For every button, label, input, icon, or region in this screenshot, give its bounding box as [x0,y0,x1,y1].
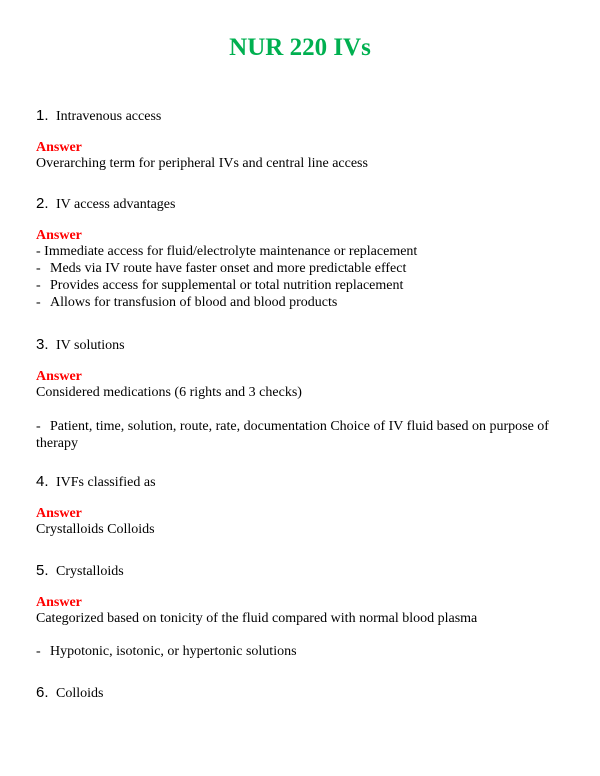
answer-label: Answer [36,228,82,243]
answer-label: Answer [36,506,82,521]
question-text: IVFs classified as [56,475,156,490]
bullet-text: Allows for transfusion of blood and blood products [50,295,338,310]
answer-label: Answer [36,140,82,155]
bullet-dash: - [36,278,41,293]
document-title: NUR 220 IVs [229,34,371,61]
answer-text: Considered medications (6 rights and 3 checks) [36,385,302,400]
answer-text: Overarching term for peripheral IVs and central line access [36,156,368,171]
bullet-text: Patient, time, solution, route, rate, documentation Choice of IV fluid based on purpose of therapy [36,419,549,451]
question-text: Crystalloids [56,564,124,579]
question-text: Colloids [56,686,104,701]
answer-bullet [36,418,556,452]
question-1 [36,108,161,125]
answer-text: Categorized based on tonicity of the fluid compared with normal blood plasma [36,611,478,626]
question-text: IV access advantages [56,197,176,212]
answer-text: - Immediate access for fluid/electrolyte maintenance or replacement [36,244,418,259]
question-number: 5. [36,562,49,579]
answer-label: Answer [36,369,82,384]
bullet-text: Hypotonic, isotonic, or hypertonic solutions [50,644,297,659]
bullet-dash: - [36,419,41,434]
bullet-dash: - [36,644,41,659]
question-number: 6. [36,684,49,701]
bullet-text: Provides access for supplemental or total nutrition replacement [50,278,404,293]
question-number: 3. [36,336,49,353]
question-4 [36,474,156,491]
question-text: Intravenous access [56,109,162,124]
question-number: 4. [36,473,49,490]
question-text: IV solutions [56,338,125,353]
question-3 [36,337,125,354]
answer-bullet [36,644,297,660]
answer-text: Crystalloids Colloids [36,522,155,537]
question-5 [36,563,124,580]
answer-bullet [36,261,406,277]
question-number: 2. [36,195,49,212]
answer-label: Answer [36,595,82,610]
answer-bullet [36,295,337,311]
bullet-text: Meds via IV route have faster onset and more predictable effect [50,261,407,276]
question-number: 1. [36,107,49,124]
question-2 [36,196,175,213]
answer-bullet [36,278,403,294]
bullet-dash: - [36,295,41,310]
question-6 [36,685,103,702]
bullet-dash: - [36,261,41,276]
